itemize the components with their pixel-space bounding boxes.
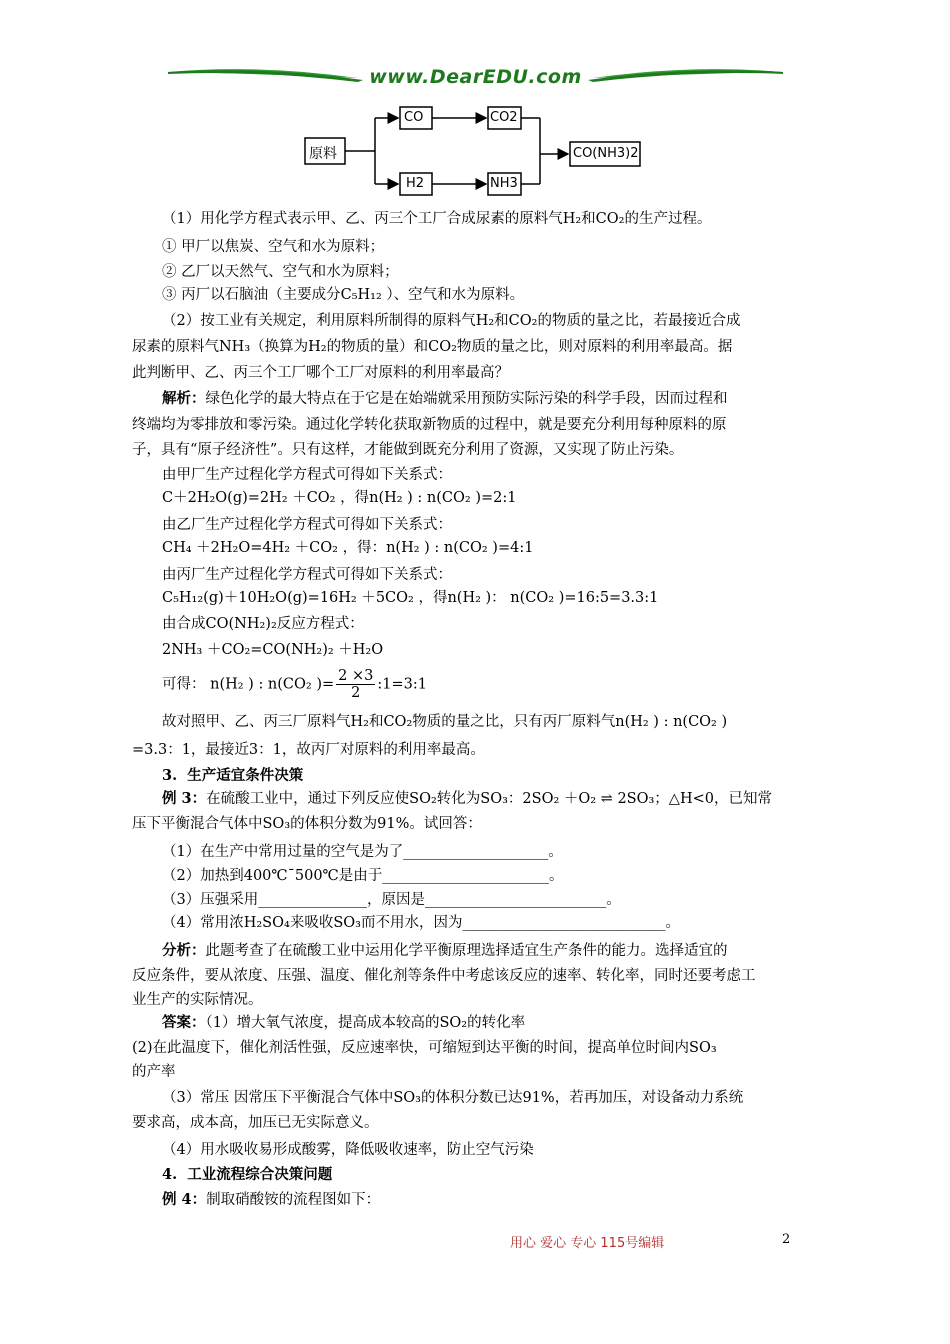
text-span: 此题考查了在硫酸工业中运用化学平衡原理选择适宜生产条件的能力。选择适宜的: [205, 943, 728, 959]
text-line: 业生产的实际情况。: [132, 992, 263, 1008]
text-line: 由甲厂生产过程化学方程式可得如下关系式：: [162, 467, 452, 483]
text-line: （2）按工业有关规定，利用原料所制得的原料气H₂和CO₂的物质的量之比，若最接近合成: [162, 313, 741, 329]
text-line: =3.3：1，最接近3：1，故丙厂对原料的利用率最高。: [132, 742, 485, 758]
text-line: 子，具有“原子经济性”。只有这样，才能做到既充分利用了资源，又实现了防止污染。: [132, 442, 684, 458]
analysis-label: 分析：: [162, 942, 206, 959]
question-line: （1）在生产中常用过量的空气是为了____________________。: [162, 844, 563, 860]
equation-line: CH₄ ＋2H₂O=4H₂ ＋CO₂ ，得：n(H₂ ) : n(CO₂ )=4:1: [162, 540, 534, 556]
text-span: （1）增大氧气浓度，提高成本较高的SO₂的转化率: [205, 1015, 526, 1031]
text-line: [162, 1190, 950, 1210]
fraction-numerator: 2 ×3: [338, 668, 374, 684]
text-line: 压下平衡混合气体中SO₃的体积分数为91%。试回答：: [132, 816, 482, 832]
equation-line: C＋2H₂O(g)=2H₂ ＋CO₂ ，得n(H₂ ) : n(CO₂ )=2:1: [162, 490, 517, 506]
site-logo-text: www.DearEDU.com: [369, 66, 582, 88]
text-line: 故对照甲、乙、丙三厂原料气H₂和CO₂物质的量之比，只有丙厂原料气n(H₂ ) : n(CO₂ ): [162, 714, 728, 730]
fraction-rhs: :1=3:1: [377, 676, 427, 693]
page-footer: 用心 爱心 专心 115号编辑: [510, 1236, 665, 1251]
diagram-co-label: CO: [404, 110, 424, 125]
section-heading-4: [162, 1165, 950, 1185]
diagram-raw-label: 原料: [309, 146, 337, 162]
section-title: 工业流程综合决策问题: [187, 1166, 333, 1183]
fraction: [336, 668, 375, 701]
question-line: （3）压强采用_______________，原因是_________________________。: [162, 892, 621, 908]
text-span: 在硫酸工业中，通过下列反应使SO₂转化为SO₃：2SO₂ ＋O₂ ⇌ 2SO₃；△H<0，已知常: [206, 791, 772, 807]
fraction-lhs: n(H₂ ) : n(CO₂ )=: [210, 676, 335, 693]
text-line: 由乙厂生产过程化学方程式可得如下关系式：: [162, 517, 452, 533]
text-line: （4）用水吸收易形成酸雾，降低吸收速率，防止空气污染: [162, 1142, 534, 1158]
fraction-line: [162, 668, 950, 701]
section-heading-3: [162, 766, 950, 786]
text-line: [162, 389, 950, 409]
text-line: [162, 1013, 950, 1033]
text-line: 此判断甲、乙、丙三个工厂哪个工厂对原料的利用率最高？: [132, 365, 509, 381]
text-span: 制取硝酸铵的流程图如下：: [206, 1192, 381, 1208]
answer-label: 答案：: [162, 1014, 206, 1031]
diagram-nh3-label: NH3: [490, 176, 518, 191]
site-header: [168, 58, 783, 98]
section-number: 4.: [162, 1166, 178, 1183]
text-line: 由丙厂生产过程化学方程式可得如下关系式：: [162, 567, 452, 583]
text-line: 的产率: [132, 1064, 176, 1080]
example-label: 例 3：: [162, 790, 207, 807]
analysis-label: 解析：: [162, 390, 206, 407]
text-line: ① 甲厂以焦炭、空气和水为原料；: [162, 239, 385, 255]
text-line: 反应条件，要从浓度、压强、温度、催化剂等条件中考虑该反应的速率、转化率，同时还要考虑工: [132, 968, 756, 984]
diagram-product-label: CO(NH3)2: [573, 146, 639, 161]
text-line: (2)在此温度下，催化剂活性强，反应速率快，可缩短到达平衡的时间，提高单位时间内SO₃: [132, 1040, 717, 1056]
diagram-co2-label: CO2: [490, 110, 518, 125]
example-label: 例 4：: [162, 1191, 207, 1208]
text-line: （3）常压 因常压下平衡混合气体中SO₃的体积分数已达91%，若再加压，对设备动力系统: [162, 1090, 744, 1106]
text-line: [162, 789, 950, 809]
page-number: 2: [782, 1232, 791, 1247]
section-title: 生产适宜条件决策: [187, 767, 304, 784]
flow-diagram: [300, 102, 645, 202]
text-line: ② 乙厂以天然气、空气和水为原料；: [162, 264, 399, 280]
fraction-prefix: 可得：: [162, 676, 206, 693]
equation-line: C₅H₁₂(g)＋10H₂O(g)=16H₂ ＋5CO₂ ，得n(H₂ )： n(CO₂ )=16:5=3.3:1: [162, 590, 659, 606]
question-line: （2）加热到400℃ˉ500℃是由于_______________________。: [162, 868, 564, 884]
text-line: （1）用化学方程式表示甲、乙、丙三个工厂合成尿素的原料气H₂和CO₂的生产过程。: [162, 211, 712, 227]
text-line: ③ 丙厂以石脑油（主要成分C₅H₁₂ ）、空气和水为原料。: [162, 287, 525, 303]
fraction-denominator: 2: [351, 685, 361, 701]
text-line: [162, 941, 950, 961]
question-line: （4）常用浓H₂SO₄来吸收SO₃而不用水，因为____________________________。: [162, 915, 680, 931]
text-line: 终端均为零排放和零污染。通过化学转化获取新物质的过程中，就是要充分利用每种原料的原: [132, 417, 727, 433]
text-line: 要求高，成本高，加压已无实际意义。: [132, 1115, 379, 1131]
equation-line: 2NH₃ ＋CO₂=CO(NH₂)₂ ＋H₂O: [162, 642, 384, 658]
text-span: 绿色化学的最大特点在于它是在始端就采用预防实际污染的科学手段，因而过程和: [205, 391, 728, 407]
text-line: 尿素的原料气NH₃（换算为H₂的物质的量）和CO₂物质的量之比，则对原料的利用率最高。据: [132, 339, 733, 355]
text-line: 由合成CO(NH₂)₂反应方程式：: [162, 616, 364, 632]
section-number: 3.: [162, 767, 178, 784]
diagram-h2-label: H2: [406, 176, 425, 191]
